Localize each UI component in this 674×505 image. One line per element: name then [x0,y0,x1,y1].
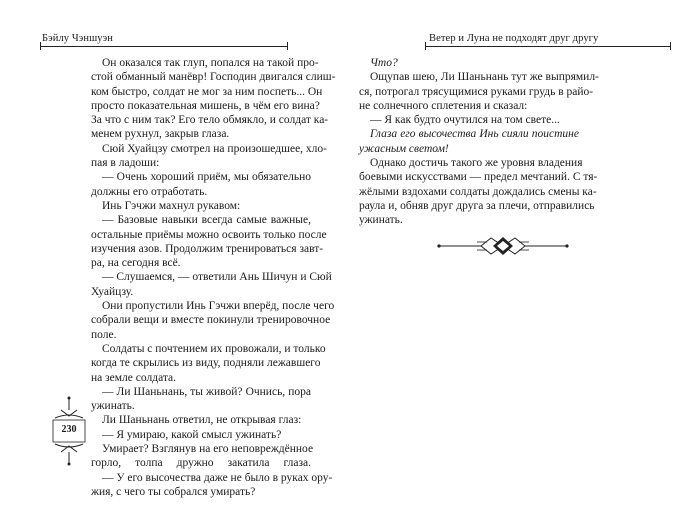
left-page-text-line: ра, на сегодня всё. [91,257,181,270]
right-page-text-line: Что? [370,57,398,69]
left-page-text-line: За что с ним так? Его тело обмякло, и солдат ка- [91,114,329,127]
left-page-text-line: остальные приёмы можно освоить только после [91,228,327,241]
left-page-text-line: собрали вещи и вместе покинули тренировочное [91,314,331,327]
left-page-text-line: Он оказался так глуп, попался на такой про- [102,57,319,69]
left-page-text-line: горло, толпа дружно закатила глаза. [91,457,311,470]
left-page-text-line: — Слушаемся, — ответили Ань Шичун и Сюй [102,271,332,284]
running-head-author: Бэйлу Чэншуэн [42,33,113,44]
running-head-title: Ветер и Луна не подходят друг другу [429,33,599,44]
left-page-text-line: Хуайцзу. [91,285,134,298]
right-page-text-line: Глаза его высочества Инь сияли поистине [370,128,579,141]
left-page-text-line: — Я умираю, какой смысл ужинать? [102,428,282,441]
section-break-ornament-icon [437,233,569,259]
left-page-text-line: должны его отработать. [91,185,208,198]
right-page-text-line: боевыми искусствами — предел мечтаний. С тя- [359,171,598,184]
right-page-text-line: Ощупав шею, Ли Шаньнань тут же выпрямил- [370,71,599,84]
left-page-text-line: жия, с чего ты собрался умирать? [91,485,256,498]
left-page-text-line: менем рухнул, закрыв глаза. [91,128,230,141]
left-page-text-line: ужинать. [91,400,135,413]
page-number: 230 [61,424,77,435]
header-rule [40,42,288,50]
right-page-text-line: ся, потрогал трясущимися руками грудь в райо- [359,85,594,98]
right-page-text-line: не солнечного сплетения и сказал: [359,99,528,112]
right-page [337,0,674,505]
left-page-text-line: пая в ладоши: [91,157,160,170]
right-page-text-line: — Я как будто очутился на том свете... [370,114,560,127]
right-page-text-line: жёлыми вздохами солдаты дождались смены ка- [359,185,597,198]
left-page-text-line: Инь Гэчжи махнул рукавом: [102,199,241,212]
left-page-text-line: стой обманный манёвр! Господин двигался слиш- [91,71,336,84]
left-page-text-line: Ли Шаньнань ответил, не открывая глаз: [102,414,302,427]
left-page-text-line: просто показательная мишень, в чём его вина? [91,99,320,112]
left-page-text-line: изучения азов. Продолжим тренироваться завт- [91,242,324,255]
left-page-text-line: ком быстро, солдат не мог за ним поспеть... Он [91,85,323,98]
left-page-text-line: — Ли Шаньнань, ты живой? Очнись, пора [102,385,311,398]
left-page-text-line: Сюй Хуайцзу смотрел на произошедшее, хло- [102,142,327,155]
left-page-text-line: поле. [91,328,117,341]
right-page-text-line: ужасным светом! [359,142,449,155]
right-page-text-line: ужинать. [359,214,403,227]
left-page-text-line: — Базовые навыки всегда самые важные, [102,214,311,227]
right-page-text-line: раула и, обняв друг друга за плечи, отправились [359,199,595,212]
left-page-text-line: Они пропустили Инь Гэчжи вперёд, после чего [102,300,335,313]
left-text-block [91,56,336,499]
left-page-text-line: — У его высочества даже не было в руках ору- [102,471,333,484]
left-page-text-line: Умирает? Взглянув на его неповреждённое [102,443,314,456]
right-text-block [359,56,599,228]
left-page-text-line: когда те скрылись из виду, подняли лежавшего [91,357,321,370]
left-page-text-line: — Очень хороший приём, мы обязательно [102,171,311,184]
right-page-text-line: Однако достичь такого же уровня владения [370,157,583,170]
left-page-text-line: на земле солдата. [91,371,177,384]
left-page-text-line: Солдаты с почтением их провожали, и только [102,342,326,355]
header-rule [425,42,671,50]
